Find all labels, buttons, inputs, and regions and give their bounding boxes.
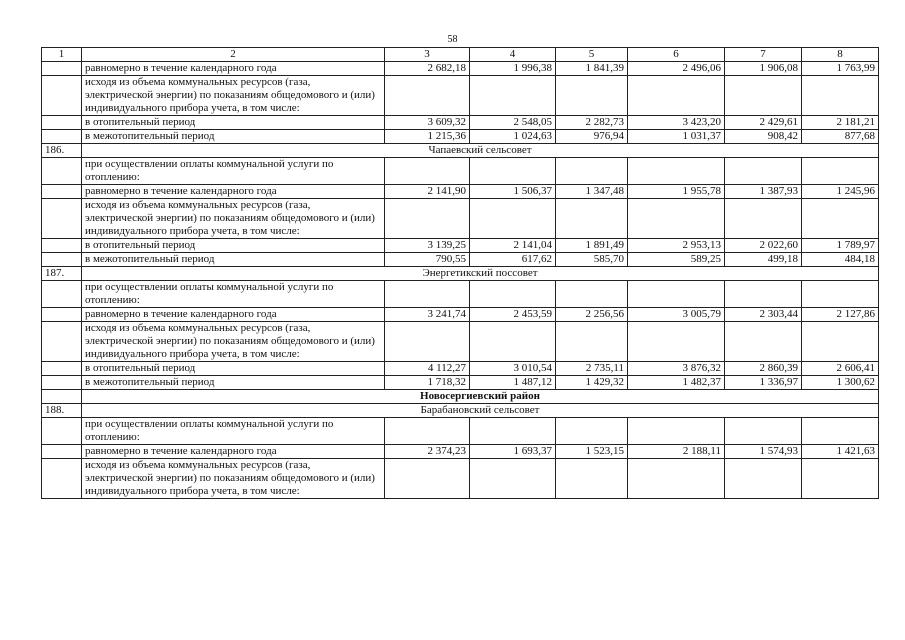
row-label-cell: исходя из объема коммунальных ресурсов (газа, электрической энергии) по показаниям общедомового и (или) индивидуального прибора учета, в том числе:	[82, 459, 385, 499]
value-cell	[802, 199, 879, 239]
value-cell: 1 574,93	[725, 445, 802, 459]
value-cell: 1 996,38	[470, 62, 556, 76]
section-title-cell: Энергетикский поссовет	[82, 267, 879, 281]
table-row	[42, 130, 879, 144]
row-label-cell: в межотопительный период	[82, 376, 385, 390]
header-cell: 2	[82, 48, 385, 62]
section-title-cell: Новосергиевский район	[82, 390, 879, 404]
row-number-cell	[42, 239, 82, 253]
value-cell: 2 860,39	[725, 362, 802, 376]
value-cell	[556, 158, 628, 185]
row-label-cell: равномерно в течение календарного года	[82, 445, 385, 459]
row-label-cell: в отопительный период	[82, 239, 385, 253]
value-cell: 4 112,27	[385, 362, 470, 376]
value-cell	[470, 158, 556, 185]
value-cell: 2 127,86	[802, 308, 879, 322]
row-number-cell	[42, 158, 82, 185]
row-number-cell	[42, 376, 82, 390]
table-row	[42, 459, 879, 499]
row-number-cell	[42, 322, 82, 362]
table-row	[42, 362, 879, 376]
value-cell: 1 421,63	[802, 445, 879, 459]
value-cell: 2 256,56	[556, 308, 628, 322]
value-cell: 585,70	[556, 253, 628, 267]
value-cell	[385, 418, 470, 445]
value-cell: 1 718,32	[385, 376, 470, 390]
value-cell	[470, 281, 556, 308]
section-number-cell: 188.	[42, 404, 82, 418]
row-number-cell	[42, 362, 82, 376]
table-row	[42, 158, 879, 185]
value-cell: 1 891,49	[556, 239, 628, 253]
value-cell: 877,68	[802, 130, 879, 144]
value-cell: 1 347,48	[556, 185, 628, 199]
value-cell	[385, 281, 470, 308]
value-cell	[725, 281, 802, 308]
value-cell: 2 141,04	[470, 239, 556, 253]
value-cell	[628, 76, 725, 116]
value-cell: 1 487,12	[470, 376, 556, 390]
section-row	[42, 404, 879, 418]
value-cell	[385, 158, 470, 185]
value-cell: 2 141,90	[385, 185, 470, 199]
value-cell	[628, 459, 725, 499]
value-cell: 2 429,61	[725, 116, 802, 130]
table-body	[42, 48, 879, 499]
value-cell: 1 031,37	[628, 130, 725, 144]
value-cell	[628, 199, 725, 239]
value-cell	[802, 76, 879, 116]
value-cell	[628, 418, 725, 445]
value-cell	[725, 76, 802, 116]
row-label-cell: в межотопительный период	[82, 130, 385, 144]
row-label-cell: равномерно в течение календарного года	[82, 62, 385, 76]
value-cell: 2 682,18	[385, 62, 470, 76]
value-cell	[725, 322, 802, 362]
section-number-cell: 186.	[42, 144, 82, 158]
table-row	[42, 239, 879, 253]
row-number-cell	[42, 199, 82, 239]
row-label-cell: при осуществлении оплаты коммунальной услуги по отоплению:	[82, 281, 385, 308]
value-cell	[628, 281, 725, 308]
section-number-cell	[42, 390, 82, 404]
value-cell: 3 139,25	[385, 239, 470, 253]
value-cell	[385, 76, 470, 116]
value-cell: 2 735,11	[556, 362, 628, 376]
header-cell: 7	[725, 48, 802, 62]
table-row	[42, 76, 879, 116]
value-cell: 1 955,78	[628, 185, 725, 199]
value-cell: 3 423,20	[628, 116, 725, 130]
value-cell	[470, 322, 556, 362]
value-cell	[470, 199, 556, 239]
value-cell: 1 336,97	[725, 376, 802, 390]
row-number-cell	[42, 76, 82, 116]
section-title-cell: Чапаевский сельсовет	[82, 144, 879, 158]
value-cell: 2 022,60	[725, 239, 802, 253]
row-number-cell	[42, 185, 82, 199]
value-cell	[470, 459, 556, 499]
value-cell: 2 303,44	[725, 308, 802, 322]
value-cell	[802, 459, 879, 499]
value-cell: 2 496,06	[628, 62, 725, 76]
value-cell: 2 188,11	[628, 445, 725, 459]
value-cell	[385, 322, 470, 362]
value-cell: 3 609,32	[385, 116, 470, 130]
value-cell: 2 181,21	[802, 116, 879, 130]
value-cell: 1 300,62	[802, 376, 879, 390]
value-cell: 1 429,32	[556, 376, 628, 390]
value-cell: 2 453,59	[470, 308, 556, 322]
table-row	[42, 185, 879, 199]
value-cell: 3 010,54	[470, 362, 556, 376]
table-row	[42, 445, 879, 459]
value-cell	[628, 322, 725, 362]
value-cell	[556, 281, 628, 308]
value-cell: 1 841,39	[556, 62, 628, 76]
value-cell: 1 482,37	[628, 376, 725, 390]
value-cell: 1 024,63	[470, 130, 556, 144]
value-cell	[556, 199, 628, 239]
value-cell	[470, 76, 556, 116]
row-label-cell: исходя из объема коммунальных ресурсов (газа, электрической энергии) по показаниям общедомового и (или) индивидуального прибора учета, в том числе:	[82, 199, 385, 239]
value-cell: 499,18	[725, 253, 802, 267]
row-label-cell: равномерно в течение календарного года	[82, 308, 385, 322]
header-cell: 8	[802, 48, 879, 62]
row-label-cell: в межотопительный период	[82, 253, 385, 267]
value-cell	[725, 459, 802, 499]
value-cell: 1 523,15	[556, 445, 628, 459]
header-cell: 3	[385, 48, 470, 62]
value-cell	[628, 158, 725, 185]
value-cell: 1 693,37	[470, 445, 556, 459]
header-row	[42, 48, 879, 62]
value-cell	[725, 158, 802, 185]
value-cell	[725, 199, 802, 239]
section-row	[42, 267, 879, 281]
section-row	[42, 144, 879, 158]
row-label-cell: в отопительный период	[82, 362, 385, 376]
value-cell: 976,94	[556, 130, 628, 144]
value-cell: 1 245,96	[802, 185, 879, 199]
row-number-cell	[42, 130, 82, 144]
table-row	[42, 62, 879, 76]
value-cell	[556, 418, 628, 445]
row-number-cell	[42, 308, 82, 322]
value-cell	[802, 158, 879, 185]
row-number-cell	[42, 418, 82, 445]
table-row	[42, 418, 879, 445]
value-cell: 484,18	[802, 253, 879, 267]
row-label-cell: равномерно в течение календарного года	[82, 185, 385, 199]
row-label-cell: исходя из объема коммунальных ресурсов (газа, электрической энергии) по показаниям общедомового и (или) индивидуального прибора учета, в том числе:	[82, 322, 385, 362]
value-cell	[802, 418, 879, 445]
table-row	[42, 376, 879, 390]
table-row	[42, 116, 879, 130]
table-row	[42, 199, 879, 239]
header-cell: 6	[628, 48, 725, 62]
row-label-cell: при осуществлении оплаты коммунальной услуги по отоплению:	[82, 158, 385, 185]
row-number-cell	[42, 253, 82, 267]
value-cell: 3 876,32	[628, 362, 725, 376]
row-label-cell: в отопительный период	[82, 116, 385, 130]
table-row	[42, 281, 879, 308]
row-label-cell: исходя из объема коммунальных ресурсов (газа, электрической энергии) по показаниям общедомового и (или) индивидуального прибора учета, в том числе:	[82, 76, 385, 116]
row-number-cell	[42, 445, 82, 459]
value-cell: 1 387,93	[725, 185, 802, 199]
value-cell	[470, 418, 556, 445]
row-number-cell	[42, 116, 82, 130]
header-cell: 1	[42, 48, 82, 62]
section-row	[42, 390, 879, 404]
section-title-cell: Барабановский сельсовет	[82, 404, 879, 418]
value-cell: 2 374,23	[385, 445, 470, 459]
value-cell: 908,42	[725, 130, 802, 144]
value-cell: 1 763,99	[802, 62, 879, 76]
row-number-cell	[42, 281, 82, 308]
value-cell	[725, 418, 802, 445]
value-cell: 3 241,74	[385, 308, 470, 322]
row-label-cell: при осуществлении оплаты коммунальной услуги по отоплению:	[82, 418, 385, 445]
header-cell: 5	[556, 48, 628, 62]
value-cell	[802, 322, 879, 362]
table-row	[42, 253, 879, 267]
value-cell: 1 215,36	[385, 130, 470, 144]
value-cell: 1 906,08	[725, 62, 802, 76]
value-cell	[556, 76, 628, 116]
row-number-cell	[42, 62, 82, 76]
value-cell	[556, 459, 628, 499]
value-cell: 2 282,73	[556, 116, 628, 130]
value-cell: 1 506,37	[470, 185, 556, 199]
value-cell	[802, 281, 879, 308]
value-cell: 2 953,13	[628, 239, 725, 253]
tariff-table	[41, 47, 879, 499]
value-cell: 589,25	[628, 253, 725, 267]
table-row	[42, 308, 879, 322]
value-cell	[385, 199, 470, 239]
value-cell	[385, 459, 470, 499]
value-cell	[556, 322, 628, 362]
row-number-cell	[42, 459, 82, 499]
value-cell: 790,55	[385, 253, 470, 267]
value-cell: 2 606,41	[802, 362, 879, 376]
header-cell: 4	[470, 48, 556, 62]
page-number: 58	[447, 34, 458, 45]
value-cell: 617,62	[470, 253, 556, 267]
value-cell: 3 005,79	[628, 308, 725, 322]
value-cell: 2 548,05	[470, 116, 556, 130]
table-row	[42, 322, 879, 362]
value-cell: 1 789,97	[802, 239, 879, 253]
section-number-cell: 187.	[42, 267, 82, 281]
